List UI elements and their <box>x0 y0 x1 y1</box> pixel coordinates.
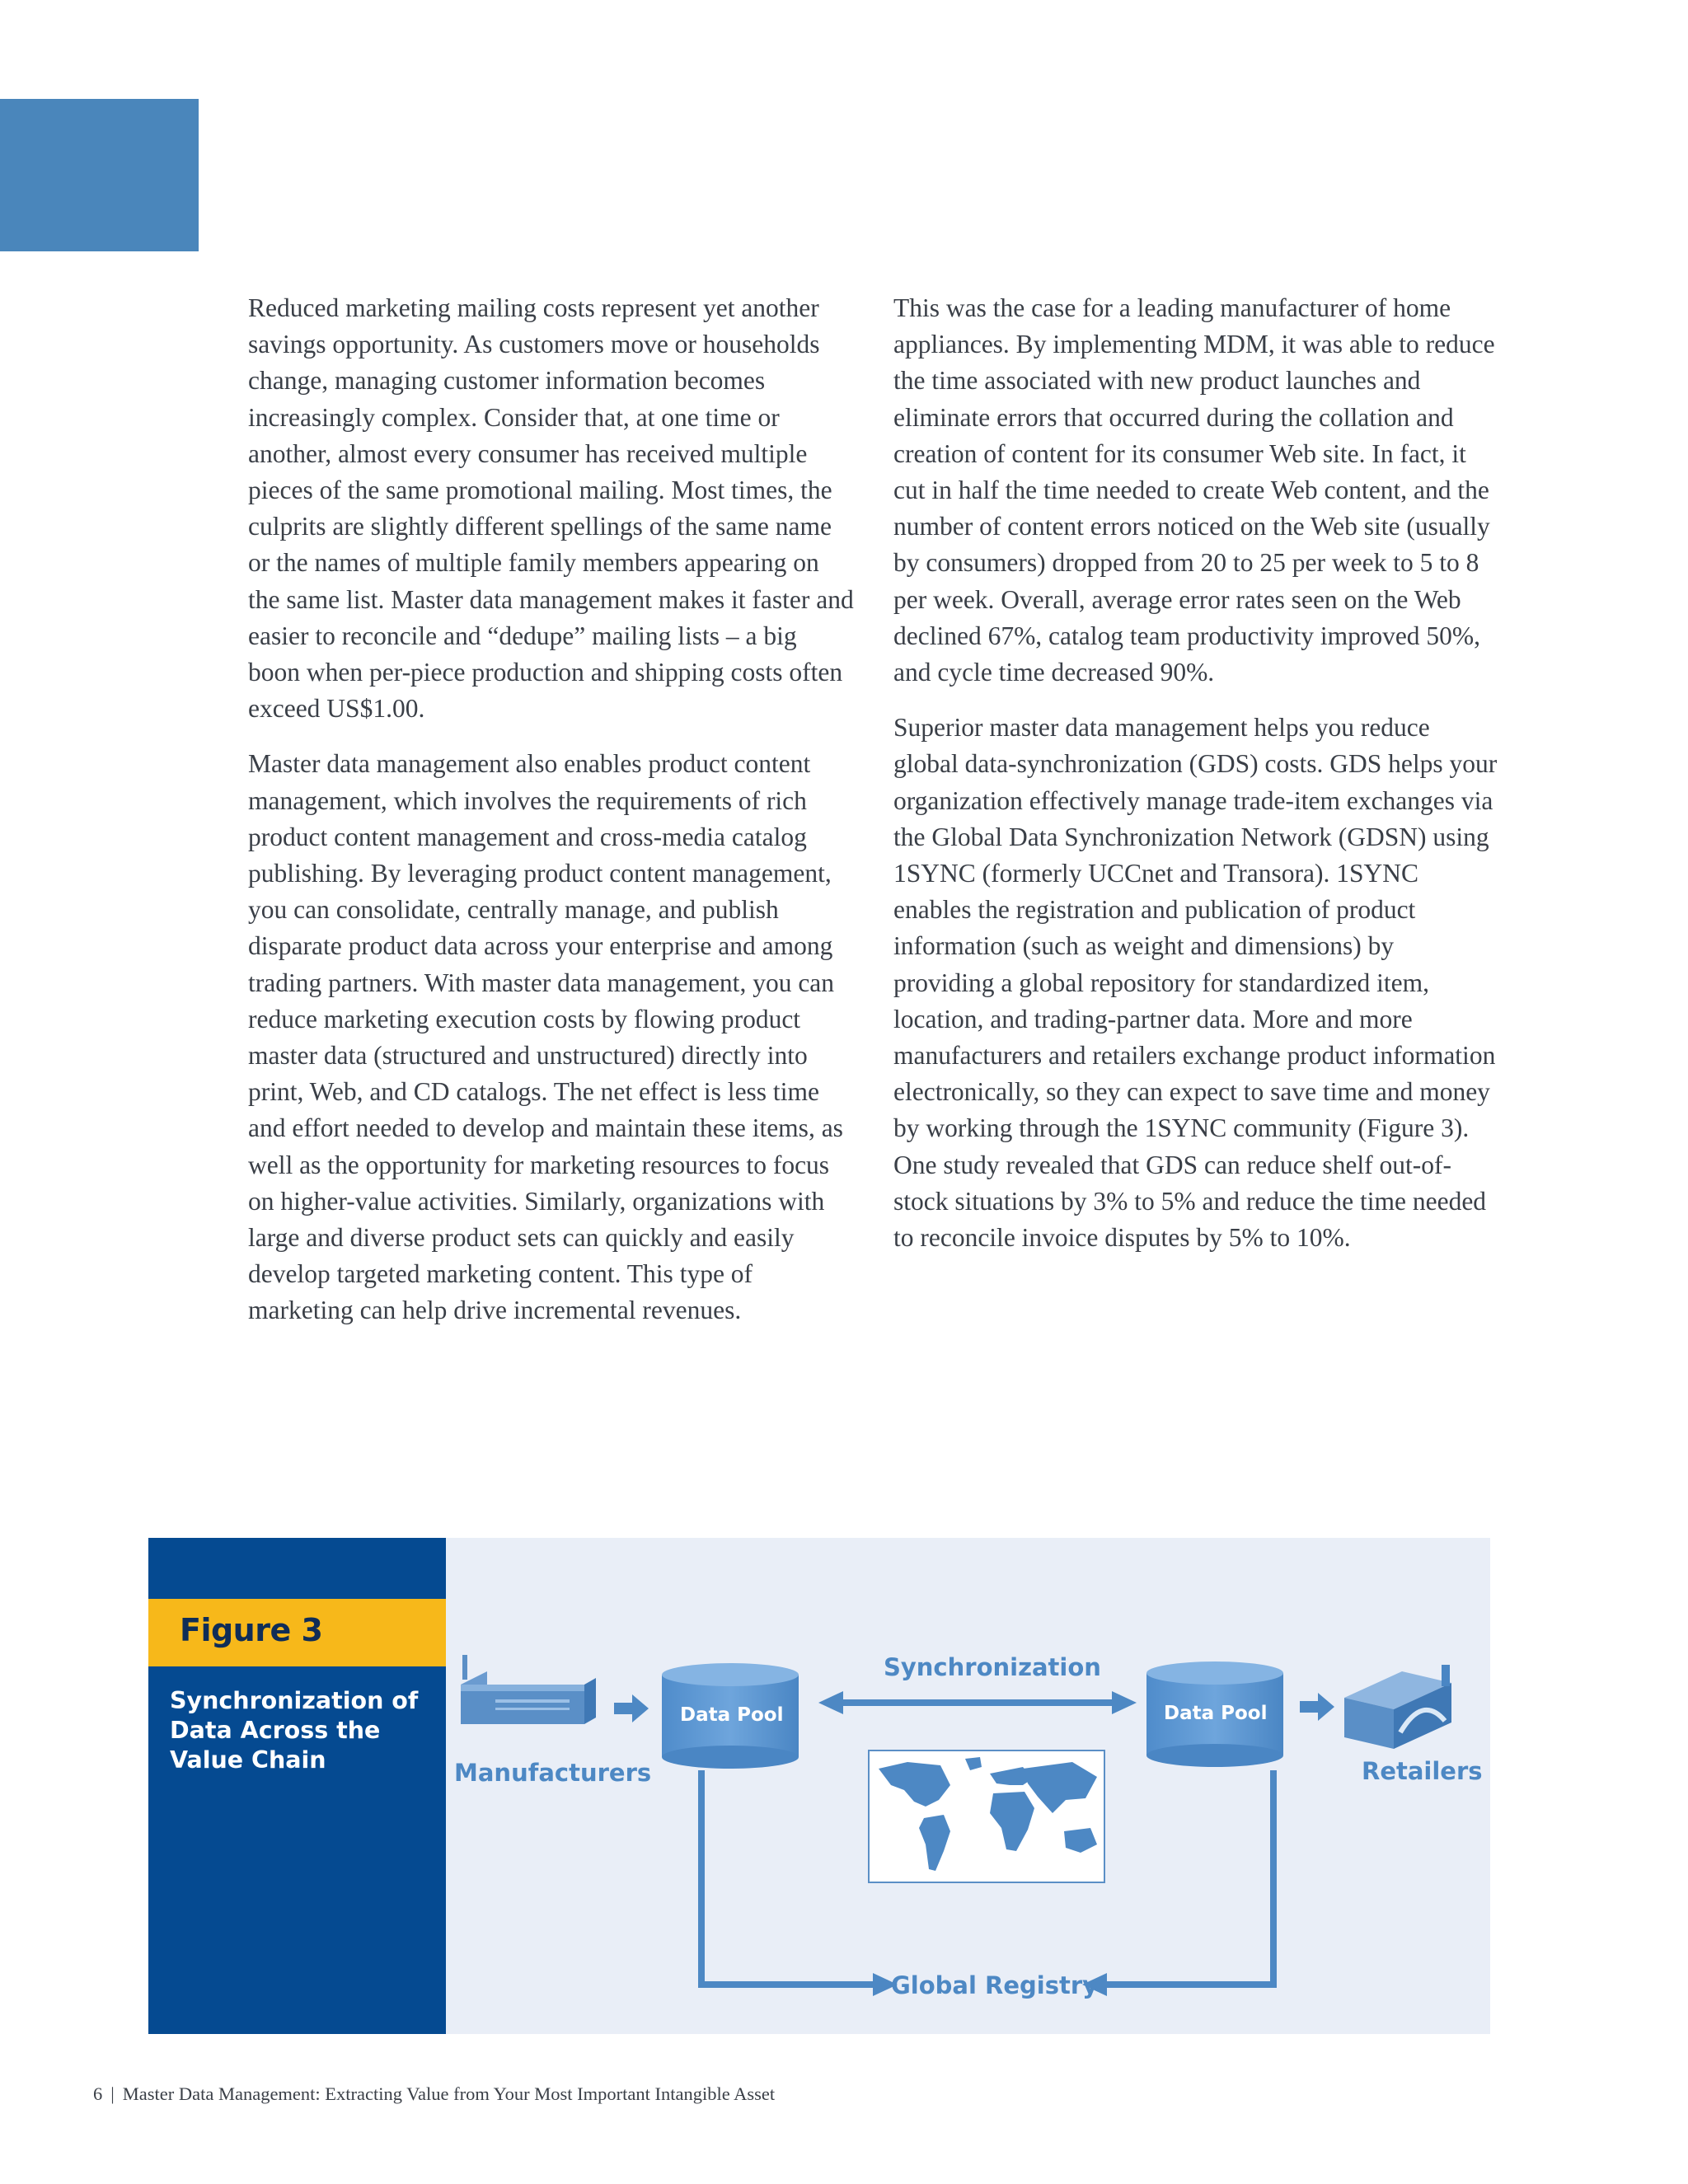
figure-sidebar <box>148 1538 446 2034</box>
right-column <box>893 290 1499 1275</box>
figure-3 <box>148 1538 1490 2034</box>
pool-to-registry-arrow-icon <box>1082 1770 1277 1996</box>
retail-store-icon <box>1344 1665 1451 1749</box>
page-footer <box>93 2083 775 2105</box>
footer-separator: | <box>110 2083 115 2104</box>
left-column <box>248 290 854 1348</box>
data-pool-left-label: Data Pool <box>680 1704 784 1726</box>
manufacturers-label: Manufacturers <box>454 1759 652 1787</box>
figure-caption: Synchronization of Data Across the Value Chain <box>170 1687 419 1774</box>
synchronization-arrow-icon <box>818 1691 1137 1714</box>
world-map-icon <box>869 1750 1104 1882</box>
corner-accent-block <box>0 99 199 251</box>
data-pool-right-label: Data Pool <box>1164 1703 1268 1724</box>
footer-title: Master Data Management: Extracting Value from Your Most Important Intangible Asset <box>122 2083 776 2104</box>
page-number: 6 <box>93 2083 103 2104</box>
arrow-icon <box>1300 1693 1334 1721</box>
body-paragraph: Master data management also enables product content management, which involves the requirements of rich product content management and cross-media catalog publishing. By leveraging product content management, you can consolidate, centrally manage, and publish disparate product data across your enterprise and among trading partners. With master data management, you can reduce marketing execution costs by flowing product master data (structured and unstructured) directly into print, Web, and CD catalogs. The net effect is less time and effort needed to develop and maintain these items, as well as the opportunity for marketing resources to focus on higher-value activities. Similarly, organizations with large and diverse product sets can quickly and easily develop targeted marketing content. This type of marketing can help drive incremental revenues. <box>248 749 843 1325</box>
body-paragraph: Reduced marketing mailing costs represent yet another savings opportunity. As customers move or households change, managing customer information becomes increasingly complex. Consider that, at one time or another, almost every consumer has received multiple pieces of the same promotional mailing. Most times, the culprits are slightly different spellings of the same name or the names of multiple family members appearing on the same list. Master data management makes it faster and easier to reconcile and “dedupe” mailing lists – a big boon when per-piece production and shipping costs often exceed US$1.00. <box>248 293 854 724</box>
body-paragraph: This was the case for a leading manufacturer of home appliances. By implementing MDM, it was able to reduce the time associated with new product launches and eliminate errors that occurred during the collation and creation of content for its consumer Web site. In fact, it cut in half the time needed to create Web content, and the number of content errors noticed on the Web site (usually by consumers) dropped from 20 to 25 per week to 5 to 8 per week. Overall, average error rates seen on the Web declined 67%, catalog team productivity improved 50%, and cycle time decreased 90%. <box>893 293 1495 687</box>
retailers-label: Retailers <box>1362 1757 1483 1785</box>
pool-to-registry-arrow-icon <box>698 1770 898 1996</box>
arrow-icon <box>614 1694 649 1722</box>
body-paragraph: Superior master data management helps you reduce global data-synchronization (GDS) costs. GDS helps your organization effectively manage trade-item exchanges via the Global Data Synchronization Network (GDSN) using 1SYNC (formerly UCCnet and Transora). 1SYNC enables the registration and publication of product information (such as weight and dimensions) by providing a global repository for standardized item, location, and trading-partner data. More and more manufacturers and retailers exchange product information electronically, so they can expect to save time and money by working through the 1SYNC community (Figure 3). One study revealed that GDS can reduce shelf out-of-stock situations by 3% to 5% and reduce the time needed to reconcile invoice disputes by 5% to 10%. <box>893 713 1498 1253</box>
figure-label: Figure 3 <box>180 1612 323 1648</box>
global-registry-label: Global Registry <box>891 1971 1099 1999</box>
figure-label-band <box>148 1599 446 1666</box>
synchronization-label: Synchronization <box>884 1653 1101 1681</box>
factory-icon <box>461 1655 596 1724</box>
value-chain-diagram <box>446 1538 1490 2034</box>
